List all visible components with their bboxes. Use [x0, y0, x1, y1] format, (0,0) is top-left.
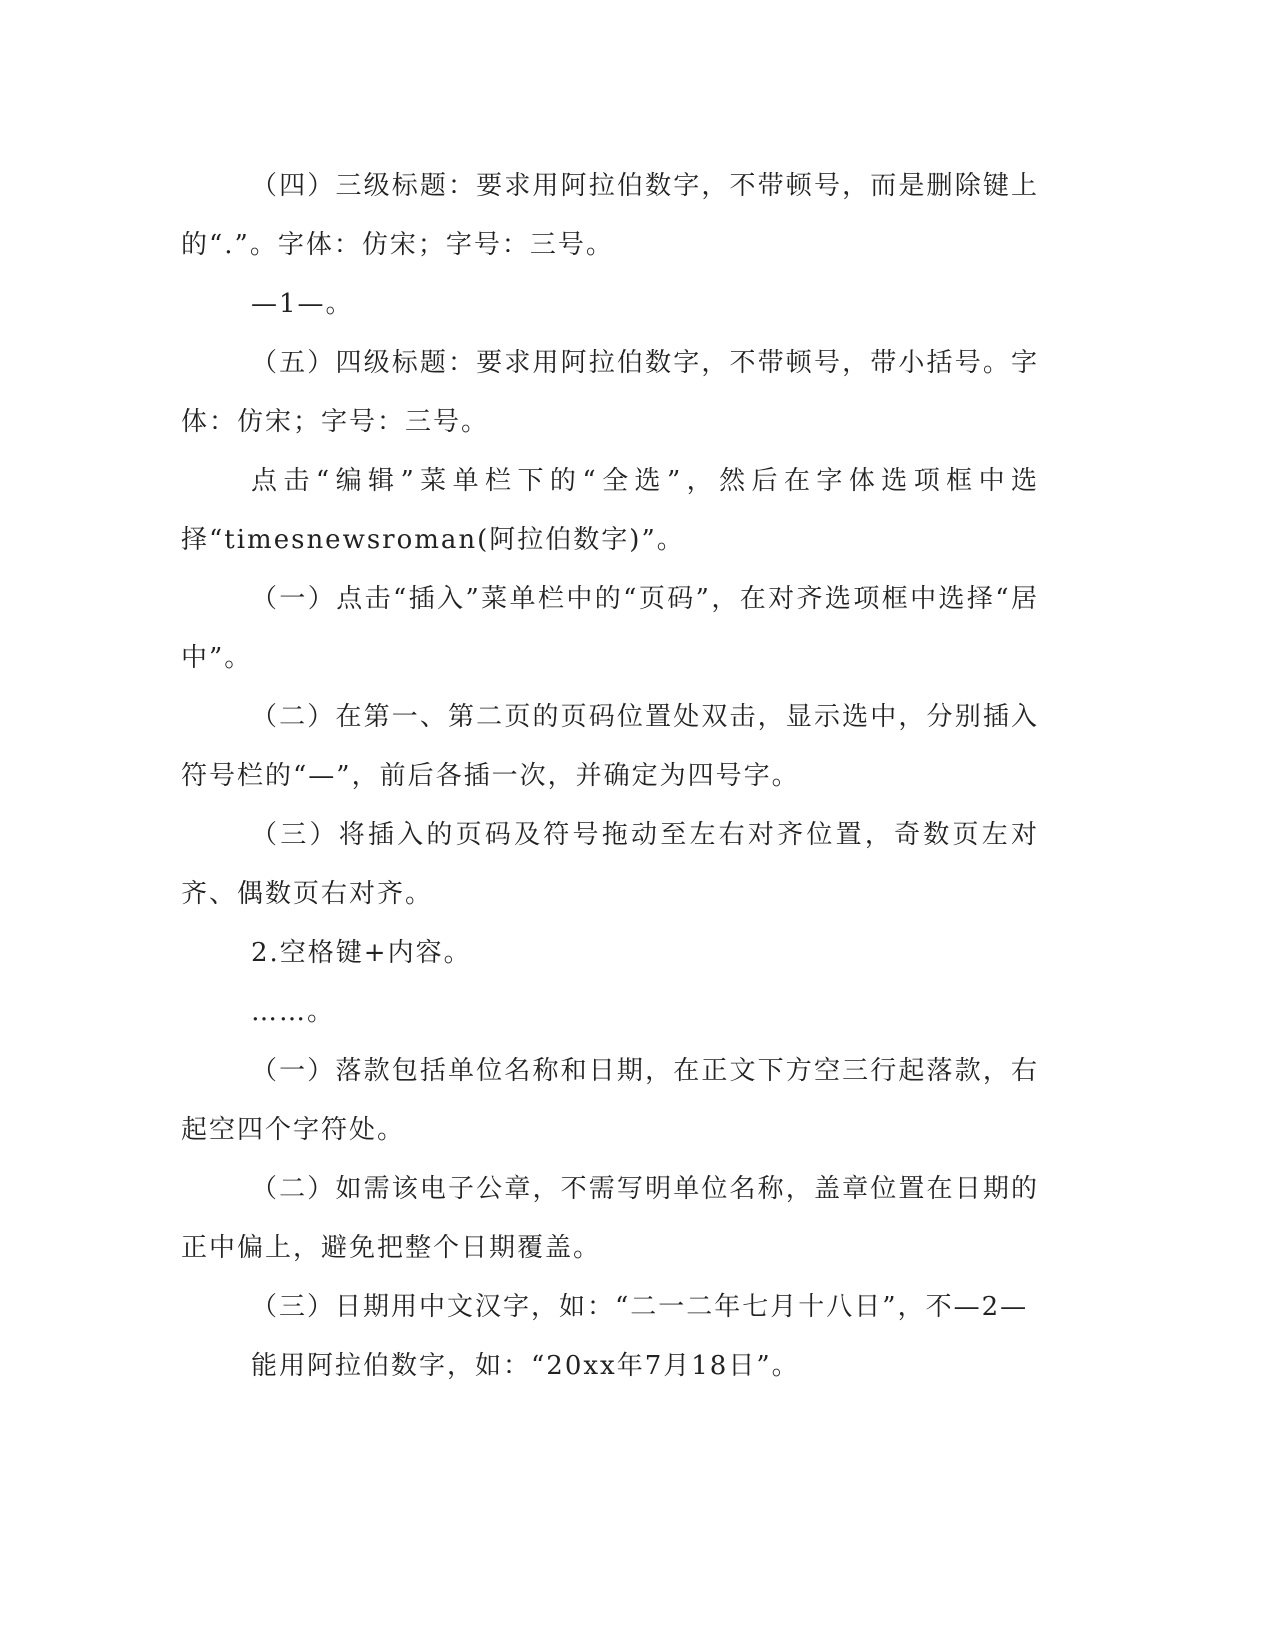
paragraph-signature-rule: （一）落款包括单位名称和日期，在正文下方空三行起落款，右起空四个字符处。 — [181, 1056, 1039, 1145]
paragraph-insert-page-number: （一）点击“插入”菜单栏中的“页码”，在对齐选项框中选择“居中”。 — [181, 584, 1039, 673]
paragraph-date-example: 能用阿拉伯数字，如：“20xx年7月18日”。 — [251, 1351, 800, 1381]
paragraph-insert-dash-symbol: （二）在第一、第二页的页码位置处双击，显示选中，分别插入符号栏的“—”，前后各插一次，并确定为四号字。 — [181, 702, 1039, 791]
paragraph-ellipsis: ……。 — [251, 997, 336, 1027]
paragraph-level4-heading-rule: （五）四级标题：要求用阿拉伯数字，不带顿号，带小括号。字体：仿宋；字号：三号。 — [181, 348, 1039, 437]
paragraph-space-key-content: 2.空格键+内容。 — [251, 938, 472, 968]
paragraph-select-all-font: 点击“编辑”菜单栏下的“全选”，然后在字体选项框中选择“timesnewsroman(阿拉伯数字)”。 — [181, 466, 1039, 555]
paragraph-level3-heading-rule: （四）三级标题：要求用阿拉伯数字，不带顿号，而是删除键上的“.”。字体：仿宋；字号：三号。 — [181, 171, 1039, 260]
paragraph-page-number-1: —1—。 — [251, 289, 354, 319]
paragraph-seal-rule: （二）如需该电子公章，不需写明单位名称，盖章位置在日期的正中偏上，避免把整个日期覆盖。 — [181, 1174, 1039, 1263]
paragraph-date-rule: （三）日期用中文汉字，如：“二一二年七月十八日”，不—2— — [251, 1292, 1029, 1322]
paragraph-align-page-numbers: （三）将插入的页码及符号拖动至左右对齐位置，奇数页左对齐、偶数页右对齐。 — [181, 820, 1039, 909]
document-body — [181, 157, 1039, 1396]
